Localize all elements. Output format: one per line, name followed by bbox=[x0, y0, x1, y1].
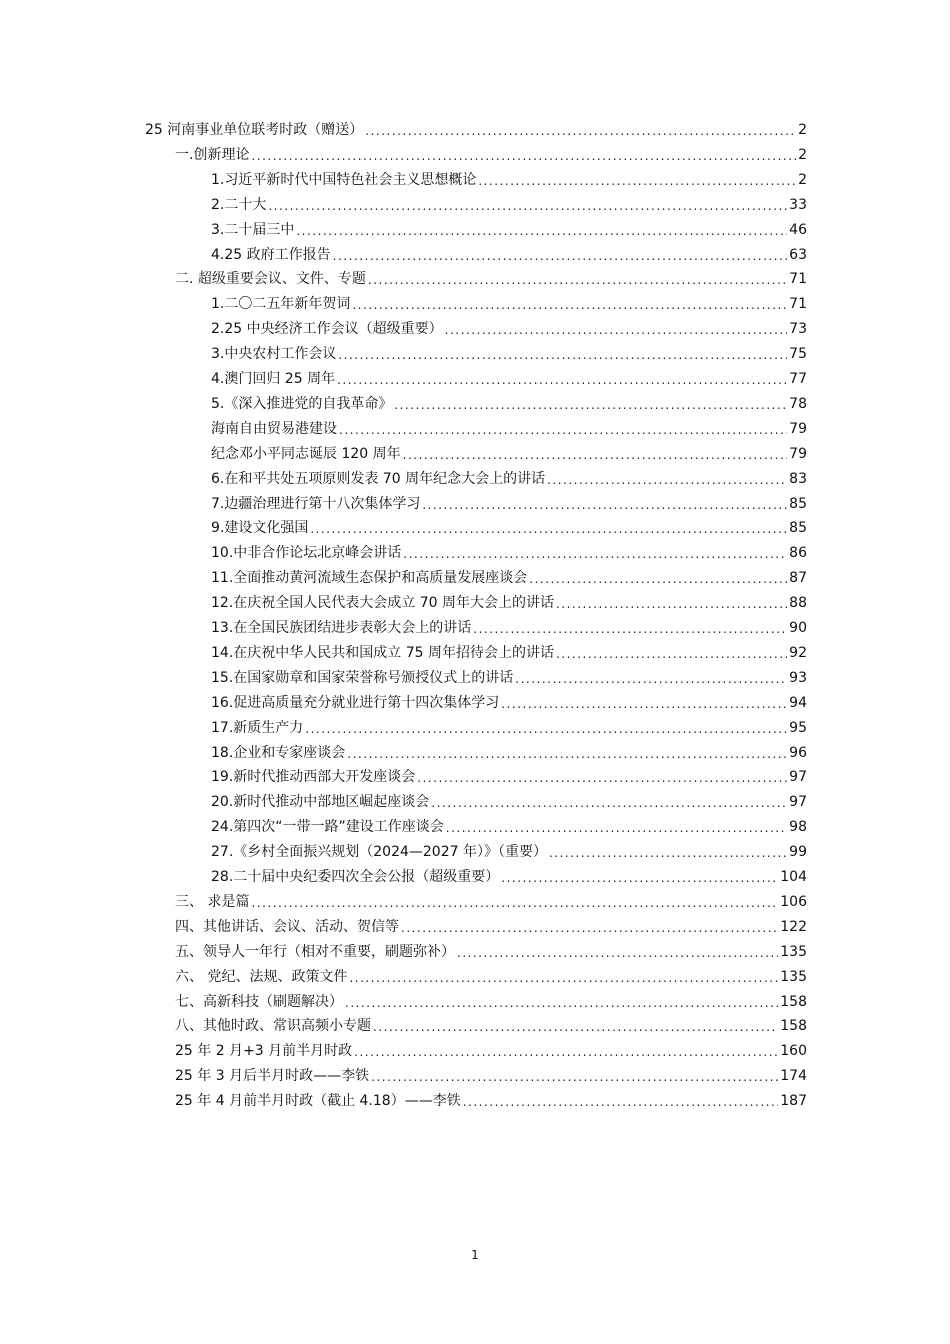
toc-entry-page: 97 bbox=[789, 769, 807, 786]
toc-entry[interactable] bbox=[211, 690, 807, 712]
toc-entry-label: 19.新时代推动西部大开发座谈会 bbox=[211, 769, 416, 786]
toc-entry-label: 25 年 3 月后半月时政——李铁 bbox=[175, 1068, 370, 1085]
toc-entry-page: 96 bbox=[789, 744, 807, 761]
toc-entry-label: 7.边疆治理进行第十八次集体学习 bbox=[211, 495, 421, 512]
toc-entry-page: 2 bbox=[798, 122, 807, 138]
toc-entry-label: 2.25 中央经济工作会议（超级重要） bbox=[211, 321, 443, 338]
toc-entry-label: 2.二十大 bbox=[211, 196, 267, 213]
toc-entry-label: 三、 求是篇 bbox=[175, 893, 250, 910]
toc-leader-dots bbox=[352, 297, 787, 313]
toc-entry-page: 71 bbox=[789, 296, 807, 313]
toc-leader-dots bbox=[549, 845, 787, 861]
toc-entry-label: 20.新时代推动中部地区崛起座谈会 bbox=[211, 794, 430, 811]
toc-entry-page: 2 bbox=[798, 146, 807, 163]
toc-entry[interactable] bbox=[211, 814, 807, 836]
toc-entry-label: 3.中央农村工作会议 bbox=[211, 346, 337, 363]
toc-leader-dots bbox=[547, 472, 787, 488]
toc-leader-dots bbox=[354, 1044, 778, 1060]
toc-entry[interactable] bbox=[211, 366, 807, 388]
toc-entry-label: 18.企业和专家座谈会 bbox=[211, 744, 346, 761]
toc-entry[interactable] bbox=[211, 565, 807, 587]
toc-leader-dots bbox=[347, 746, 787, 762]
toc-entry-page: 77 bbox=[789, 371, 807, 387]
toc-entry-label: 10.中非合作论坛北京峰会讲话 bbox=[211, 545, 402, 562]
toc-entry-label: 五、领导人一年行（相对不重要，刷题弥补） bbox=[175, 943, 455, 960]
toc-entry[interactable] bbox=[211, 615, 807, 637]
toc-leader-dots bbox=[445, 322, 788, 338]
toc-leader-dots bbox=[478, 173, 796, 189]
toc-leader-dots bbox=[529, 571, 787, 587]
toc-entry-label: 27.《乡村全面振兴规划（2024—2027 年）》（重要） bbox=[211, 844, 547, 861]
toc-leader-dots bbox=[463, 1094, 779, 1110]
toc-entry-label: 6.在和平共处五项原则发表 70 周年纪念大会上的讲话 bbox=[211, 470, 546, 487]
toc-entry[interactable] bbox=[211, 740, 807, 762]
toc-entry-page: 87 bbox=[789, 570, 807, 587]
toc-entry-label: 25 河南事业单位联考时政（赠送） bbox=[145, 122, 364, 138]
toc-entry[interactable] bbox=[211, 466, 807, 488]
toc-entry-label: 1.习近平新时代中国特色社会主义思想概论 bbox=[211, 171, 477, 188]
toc-entry[interactable] bbox=[211, 192, 807, 214]
toc-entry-label: 纪念邓小平同志诞辰 120 周年 bbox=[211, 445, 401, 462]
toc-entry-label: 1.二〇二五年新年贺词 bbox=[211, 296, 351, 313]
toc-entry-page: 79 bbox=[789, 420, 807, 437]
toc-entry[interactable] bbox=[211, 540, 807, 562]
toc-entry-label: 25 年 2 月+3 月前半月时政 bbox=[175, 1043, 353, 1060]
toc-entry-label: 28.二十届中央纪委四次全会公报（超级重要） bbox=[211, 869, 500, 885]
toc-entry-label: 5.《深入推进党的自我革命》 bbox=[211, 395, 393, 412]
page-number: 1 bbox=[471, 1248, 479, 1262]
toc-entry[interactable] bbox=[211, 167, 807, 189]
toc-entry-page: 98 bbox=[789, 819, 807, 836]
toc-entry-page: 83 bbox=[789, 470, 807, 487]
toc-leader-dots bbox=[417, 770, 787, 786]
toc-entry-label: 13.在全国民族团结进步表彰大会上的讲话 bbox=[211, 620, 472, 636]
toc-leader-dots bbox=[403, 447, 788, 463]
toc-leader-dots bbox=[401, 920, 778, 936]
toc-entry[interactable] bbox=[211, 515, 807, 537]
toc-leader-dots bbox=[337, 372, 787, 388]
toc-entry[interactable] bbox=[175, 939, 807, 961]
toc-leader-dots bbox=[446, 820, 787, 836]
toc-entry[interactable] bbox=[211, 291, 807, 313]
toc-entry[interactable] bbox=[175, 142, 807, 164]
toc-entry-label: 七、高新科技（刷题解决） bbox=[175, 993, 343, 1010]
toc-entry[interactable] bbox=[211, 640, 807, 662]
toc-leader-dots bbox=[473, 621, 787, 637]
toc-leader-dots bbox=[457, 945, 778, 961]
toc-entry-page: 2 bbox=[798, 171, 807, 188]
toc-entry-label: 3.二十届三中 bbox=[211, 221, 295, 238]
toc-entry-label: 24.第四次“一带一路”建设工作座谈会 bbox=[211, 819, 444, 836]
toc-leader-dots bbox=[251, 148, 796, 164]
toc-entry-label: 14.在庆祝中华人民共和国成立 75 周年招待会上的讲话 bbox=[211, 644, 554, 661]
toc-leader-dots bbox=[296, 223, 787, 239]
toc-entry-page: 79 bbox=[789, 445, 807, 462]
toc-leader-dots bbox=[501, 696, 787, 712]
toc-entry-label: 海南自由贸易港建设 bbox=[211, 420, 337, 437]
toc-entry[interactable] bbox=[211, 715, 807, 737]
toc-entry-page: 97 bbox=[789, 794, 807, 811]
toc-entry-page: 88 bbox=[789, 595, 807, 612]
toc-entry[interactable] bbox=[211, 789, 807, 811]
toc-entry-page: 95 bbox=[789, 719, 807, 736]
toc-entry[interactable] bbox=[211, 665, 807, 687]
toc-entry[interactable] bbox=[175, 1038, 807, 1060]
toc-entry-label: 12.在庆祝全国人民代表大会成立 70 周年大会上的讲话 bbox=[211, 595, 554, 612]
toc-entry[interactable] bbox=[211, 839, 807, 861]
toc-entry-label: 一.创新理论 bbox=[175, 146, 250, 163]
toc-entry-label: 9.建设文化强国 bbox=[211, 520, 309, 537]
toc-entry[interactable] bbox=[211, 391, 807, 413]
toc-entry-page: 86 bbox=[789, 545, 807, 562]
toc-entry-page: 92 bbox=[789, 644, 807, 661]
toc-entry-page: 90 bbox=[789, 620, 807, 636]
toc-entry-label: 四、其他讲话、会议、活动、贺信等 bbox=[175, 918, 399, 935]
toc-entry-label: 4.25 政府工作报告 bbox=[211, 246, 331, 263]
toc-entry[interactable] bbox=[175, 266, 807, 288]
toc-entry[interactable] bbox=[211, 242, 807, 264]
toc-entry-label: 八、其他时政、常识高频小专题 bbox=[175, 1018, 371, 1035]
toc-entry-page: 104 bbox=[780, 869, 807, 885]
toc-entry[interactable] bbox=[175, 914, 807, 936]
toc-entry-label: 15.在国家勋章和国家荣誉称号颁授仪式上的讲话 bbox=[211, 669, 514, 686]
toc-leader-dots bbox=[339, 422, 787, 438]
toc-entry[interactable] bbox=[175, 1088, 807, 1110]
toc-entry[interactable] bbox=[211, 590, 807, 612]
toc-leader-dots bbox=[394, 397, 787, 413]
toc-entry-label: 16.促进高质量充分就业进行第十四次集体学习 bbox=[211, 694, 500, 711]
toc-leader-dots bbox=[365, 123, 796, 139]
toc-entry-page: 174 bbox=[780, 1068, 807, 1085]
toc-entry[interactable] bbox=[211, 416, 807, 438]
toc-entry[interactable] bbox=[211, 441, 807, 463]
toc-leader-dots bbox=[251, 895, 778, 911]
toc-entry[interactable] bbox=[175, 1013, 807, 1035]
toc-leader-dots bbox=[403, 546, 787, 562]
toc-entry-page: 94 bbox=[789, 694, 807, 711]
toc-leader-dots bbox=[333, 248, 788, 264]
toc-entry-page: 99 bbox=[789, 844, 807, 861]
toc-entry[interactable] bbox=[211, 491, 807, 513]
toc-entry[interactable] bbox=[211, 316, 807, 338]
toc-entry-page: 158 bbox=[780, 993, 807, 1010]
toc-entry-label: 11.全面推动黄河流域生态保护和高质量发展座谈会 bbox=[211, 570, 528, 587]
toc-leader-dots bbox=[305, 721, 787, 737]
toc-entry[interactable] bbox=[211, 864, 807, 886]
toc-entry-page: 75 bbox=[789, 346, 807, 363]
toc-leader-dots bbox=[556, 646, 787, 662]
toc-entry-page: 106 bbox=[780, 893, 807, 910]
toc-leader-dots bbox=[371, 1069, 778, 1085]
toc-leader-dots bbox=[349, 970, 778, 986]
toc-entry-page: 85 bbox=[789, 520, 807, 537]
toc-entry[interactable] bbox=[145, 117, 807, 139]
toc-leader-dots bbox=[310, 521, 787, 537]
toc-entry-label: 4.澳门回归 25 周年 bbox=[211, 371, 336, 387]
toc-entry[interactable] bbox=[175, 1063, 807, 1085]
toc-leader-dots bbox=[515, 671, 787, 687]
toc-entry-label: 25 年 4 月前半月时政（截止 4.18）——李铁 bbox=[175, 1093, 461, 1110]
toc-leader-dots bbox=[368, 272, 787, 288]
toc-entry[interactable] bbox=[211, 764, 807, 786]
toc-entry-label: 17.新质生产力 bbox=[211, 719, 304, 736]
toc-entry-page: 33 bbox=[789, 196, 807, 213]
toc-entry-page: 122 bbox=[780, 918, 807, 935]
toc-entry[interactable] bbox=[175, 989, 807, 1011]
toc-entry-page: 135 bbox=[780, 943, 807, 960]
toc-entry-page: 187 bbox=[780, 1093, 807, 1110]
toc-leader-dots bbox=[556, 596, 787, 612]
toc-entry-label: 六、 党纪、法规、政策文件 bbox=[175, 968, 348, 985]
toc-entry-page: 63 bbox=[789, 246, 807, 263]
toc-entry[interactable] bbox=[211, 217, 807, 239]
toc-entry[interactable] bbox=[175, 889, 807, 911]
toc-leader-dots bbox=[373, 1019, 778, 1035]
toc-leader-dots bbox=[338, 347, 787, 363]
toc-leader-dots bbox=[268, 198, 787, 214]
toc-entry-page: 46 bbox=[789, 221, 807, 238]
toc-leader-dots bbox=[431, 795, 787, 811]
toc-entry-page: 135 bbox=[780, 968, 807, 985]
toc-entry-page: 93 bbox=[789, 669, 807, 686]
toc-entry-page: 85 bbox=[789, 495, 807, 512]
toc-entry-page: 160 bbox=[780, 1043, 807, 1060]
toc-leader-dots bbox=[501, 870, 778, 886]
toc-entry-label: 二. 超级重要会议、文件、专题 bbox=[175, 271, 366, 288]
toc-leader-dots bbox=[345, 995, 778, 1011]
toc-entry-page: 73 bbox=[789, 321, 807, 338]
toc-entry-page: 78 bbox=[789, 395, 807, 412]
toc-leader-dots bbox=[422, 497, 787, 513]
toc-entry-page: 158 bbox=[780, 1018, 807, 1035]
toc-entry[interactable] bbox=[175, 964, 807, 986]
toc-entry-page: 71 bbox=[789, 271, 807, 288]
toc-entry[interactable] bbox=[211, 341, 807, 363]
